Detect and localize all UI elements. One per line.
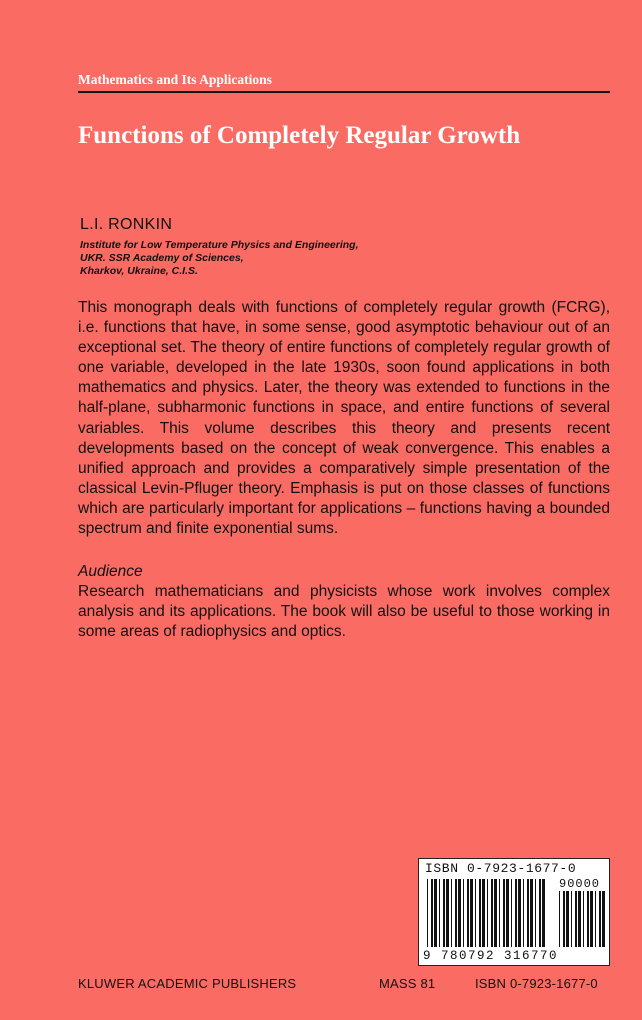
author-affiliation xyxy=(80,239,359,278)
barcode-addon-number: 90000 xyxy=(559,877,601,891)
publisher-name: KLUWER ACADEMIC PUBLISHERS xyxy=(78,976,297,991)
barcode xyxy=(418,858,610,966)
affiliation-line: Institute for Low Temperature Physics and Engineering, xyxy=(80,239,359,251)
barcode-ean-number: 9 780792 316770 xyxy=(423,949,559,963)
audience-text: Research mathematicians and physicists whose work involves complex analysis and its applications. The book will also be useful to those working in some areas of radiophysics and optics. xyxy=(78,583,610,641)
author-name: L.I. RONKIN xyxy=(80,216,173,233)
book-abstract: This monograph deals with functions of completely regular growth (FCRG), i.e. functions that have, in some sense, good asymptotic behaviour out of an exceptional set. The theory of entire functions of completely regular growth of one variable, developed in the late 1930s, soon found applications in both mathematics and physics. Later, the theory was extended to functions in the half-plane, subharmonic functions in space, and entire functions of several variables. This volume describes this theory and presents recent developments based on the concept of weak convergence. This enables a unified approach and provides a comparatively simple presentation of the classical Levin-Pfluger theory. Emphasis is put on those classes of functions which are particularly important for applications – functions having a bounded spectrum and finite exponential sums. xyxy=(78,299,610,538)
book-title: Functions of Completely Regular Growth xyxy=(78,122,521,149)
affiliation-line: UKR. SSR Academy of Sciences, xyxy=(80,252,244,264)
series-name: Mathematics and Its Applications xyxy=(78,72,272,87)
affiliation-line: Kharkov, Ukraine, C.I.S. xyxy=(80,265,198,277)
footer-isbn: ISBN 0-7923-1677-0 xyxy=(475,976,598,991)
barcode-isbn-label: ISBN 0-7923-1677-0 xyxy=(425,861,577,876)
audience-heading: Audience xyxy=(78,563,143,580)
header-rule xyxy=(78,91,610,93)
series-code: MASS 81 xyxy=(379,976,436,991)
